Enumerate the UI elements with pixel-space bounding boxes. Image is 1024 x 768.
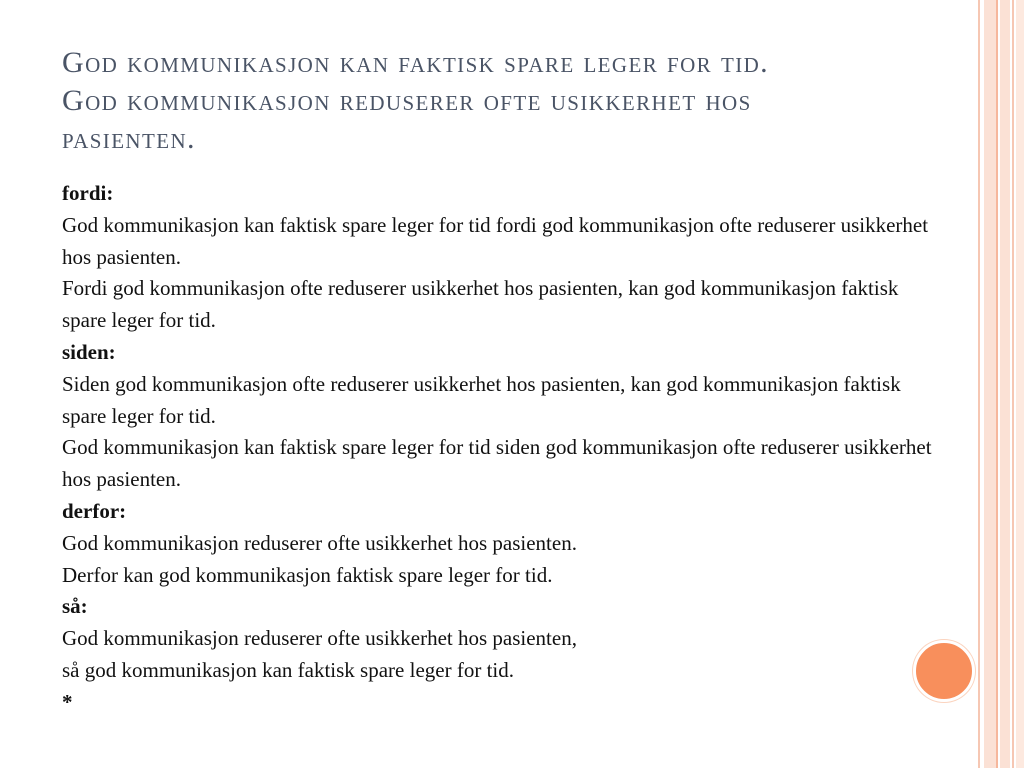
footer-asterisk: * [62, 689, 73, 714]
slide-body [62, 178, 942, 719]
decorative-stripes [978, 0, 1024, 768]
title-line: God kommunikasjon kan faktisk spare leger for tid. [62, 46, 770, 79]
slide-title [62, 44, 922, 158]
stripe [1012, 0, 1014, 768]
paragraph: God kommunikasjon kan faktisk spare leger for tid siden god kommunikasjon ofte reduserer usikkerhet hos pasienten. [62, 435, 932, 492]
section-heading-saa: så: [62, 594, 88, 619]
paragraph: God kommunikasjon kan faktisk spare leger for tid fordi god kommunikasjon ofte reduserer usikkerhet hos pasienten. [62, 212, 929, 269]
stripe [1000, 0, 1010, 768]
section-heading-fordi: fordi: [62, 181, 114, 205]
stripe [984, 0, 996, 768]
section-heading-siden: siden: [62, 339, 116, 364]
paragraph: God kommunikasjon reduserer ofte usikkerhet hos pasienten, [62, 626, 577, 651]
paragraph: så god kommunikasjon kan faktisk spare leger for tid. [62, 657, 514, 682]
title-line: God kommunikasjon reduserer ofte usikkerhet hos [62, 84, 752, 117]
stripe [978, 0, 980, 768]
stripe [1016, 0, 1024, 768]
paragraph: Derfor kan god kommunikasjon faktisk spare leger for tid. [62, 562, 553, 587]
stripe [996, 0, 998, 768]
paragraph: Siden god kommunikasjon ofte reduserer usikkerhet hos pasienten, kan god kommunikasjon faktisk spare leger for tid. [62, 371, 901, 428]
title-line: pasienten. [62, 122, 196, 155]
paragraph: God kommunikasjon reduserer ofte usikkerhet hos pasienten. [62, 530, 577, 555]
paragraph: Fordi god kommunikasjon ofte reduserer usikkerhet hos pasienten, kan god kommunikasjon faktisk spare leger for tid. [62, 276, 899, 333]
section-heading-derfor: derfor: [62, 498, 127, 523]
accent-circle [913, 640, 975, 702]
